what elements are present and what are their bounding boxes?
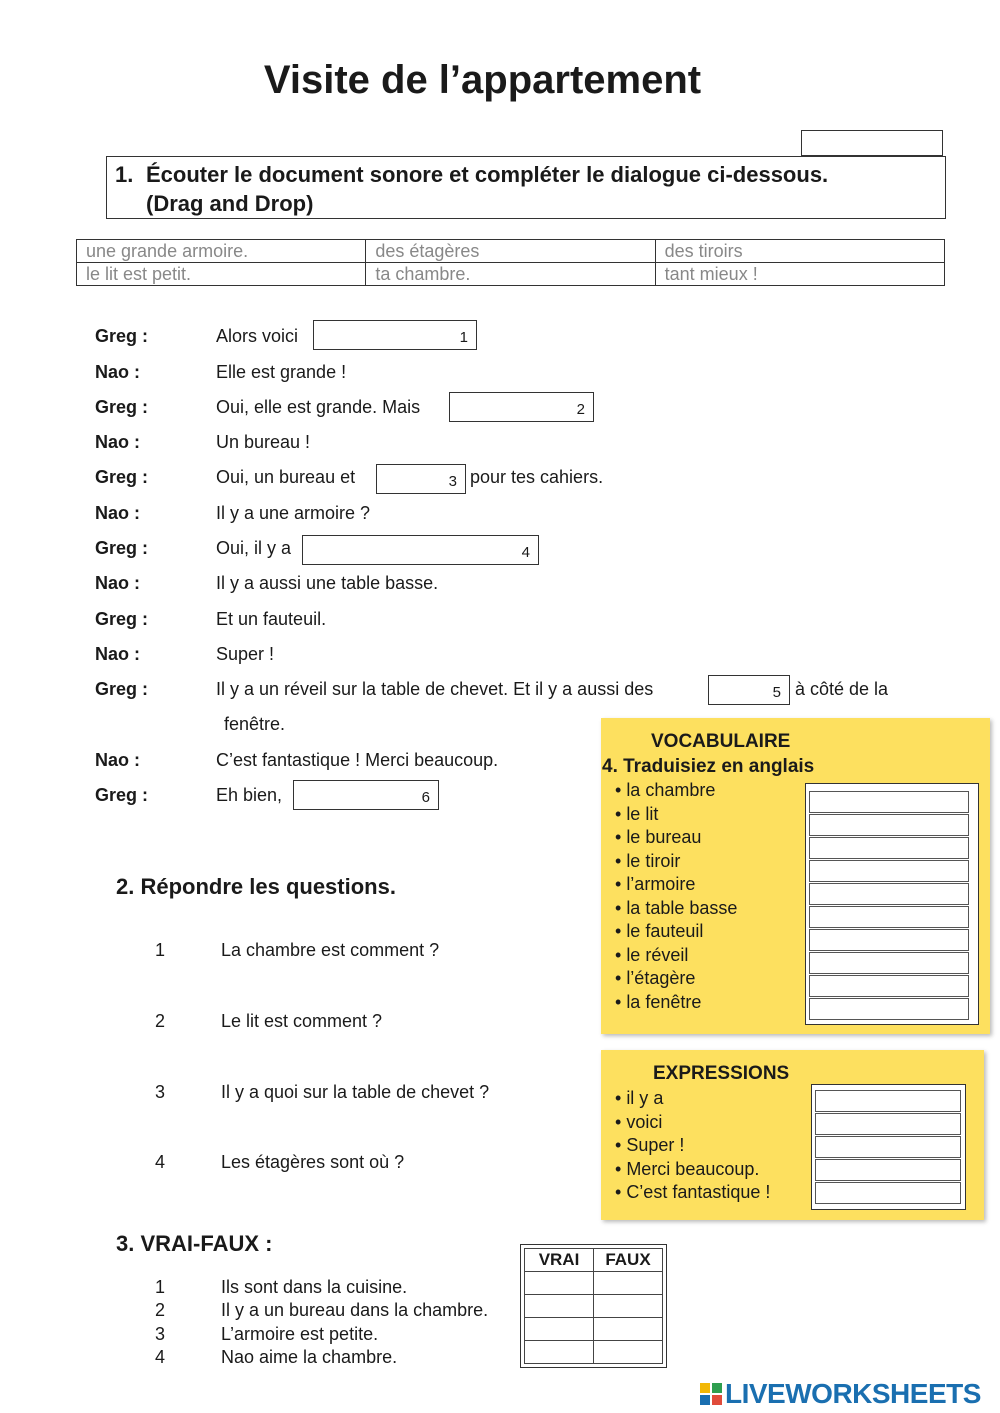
statement-number: 2 (155, 1300, 166, 1320)
faux-cell[interactable] (594, 1272, 663, 1295)
expression-item: • il y a (615, 1088, 664, 1108)
dialogue-line: Il y a une armoire ? (216, 503, 371, 523)
vocab-answer-input[interactable] (809, 952, 969, 974)
vocab-answer-input[interactable] (809, 791, 969, 813)
logo-text: LIVEWORKSHEETS (725, 1378, 981, 1409)
faux-cell[interactable] (594, 1295, 663, 1318)
expression-item: • Super ! (615, 1135, 685, 1155)
expressions-list (615, 1087, 770, 1205)
word-bank-item[interactable]: des étagères (366, 240, 655, 263)
vocab-answer-frame (805, 783, 979, 1025)
vocab-subheading: 4. Traduisiez en anglais (602, 756, 815, 777)
vocab-answer-input[interactable] (809, 929, 969, 951)
vrai-faux-table (524, 1248, 663, 1364)
vocab-item: • l’armoire (615, 874, 696, 894)
drop-zone-1[interactable]: 1 (313, 320, 477, 350)
liveworksheets-logo (700, 1378, 981, 1410)
dialogue-line: Elle est grande ! (216, 362, 347, 382)
statement-text: Il y a un bureau dans la chambre. (221, 1300, 489, 1320)
drop-zone-6[interactable]: 6 (293, 780, 439, 810)
speaker: Greg : (95, 785, 149, 805)
expression-item: • Merci beaucoup. (615, 1158, 760, 1179)
statement-number: 4 (155, 1347, 166, 1367)
speaker: Greg : (95, 609, 149, 629)
dialogue-line-end: pour tes cahiers. (470, 467, 604, 487)
speaker: Nao : (95, 750, 140, 770)
dialogue-line: fenêtre. (224, 714, 286, 734)
statement-text: Ils sont dans la cuisine. (221, 1277, 408, 1297)
dialogue-line-end: à côté de la (795, 679, 889, 699)
dialogue-line: Il y a aussi une table basse. (216, 573, 439, 593)
speaker: Nao : (95, 573, 140, 593)
dialogue-line: Super ! (216, 644, 275, 664)
dialogue-line: Oui, un bureau et (216, 467, 356, 487)
statement-text: Nao aime la chambre. (221, 1347, 398, 1367)
expressions-answer-frame (811, 1084, 966, 1210)
vocab-answer-input[interactable] (809, 975, 969, 997)
vocab-item: • l’étagère (615, 968, 696, 988)
word-bank (76, 239, 945, 286)
vrai-cell[interactable] (525, 1295, 594, 1318)
vocab-item: • le réveil (615, 944, 689, 965)
expression-item: • voici (615, 1111, 663, 1132)
section1-line1: Écouter le document sonore et compléter le dialogue ci-dessous. (146, 162, 829, 187)
section2-title: 2. Répondre les questions. (116, 874, 396, 899)
vocab-answer-input[interactable] (809, 906, 969, 928)
score-box (801, 130, 943, 156)
question-number: 1 (155, 940, 166, 960)
vocab-item: • le bureau (615, 827, 702, 847)
vocab-answer-input[interactable] (809, 998, 969, 1020)
dialogue-line: Un bureau ! (216, 432, 311, 452)
drop-zone-5[interactable]: 5 (708, 675, 790, 705)
drop-zone-4[interactable]: 4 (302, 535, 539, 565)
vocab-answer-input[interactable] (809, 860, 969, 882)
question-text: Les étagères sont où ? (221, 1152, 405, 1172)
question-number: 4 (155, 1152, 166, 1172)
expression-answer-input[interactable] (815, 1159, 961, 1181)
question-text: La chambre est comment ? (221, 940, 440, 960)
expression-answer-input[interactable] (815, 1136, 961, 1158)
drop-zone-2[interactable]: 2 (449, 392, 594, 422)
statement-text: L’armoire est petite. (221, 1324, 379, 1344)
expressions-heading: EXPRESSIONS (653, 1063, 790, 1084)
speaker: Greg : (95, 326, 149, 346)
liveworksheets-badge-icon (700, 1380, 722, 1402)
dialogue-line: Oui, elle est grande. Mais (216, 397, 421, 417)
statement-number: 3 (155, 1324, 166, 1344)
vocab-heading: VOCABULAIRE (651, 731, 791, 752)
section1-line2: (Drag and Drop) (146, 191, 314, 216)
question-number: 2 (155, 1011, 166, 1031)
word-bank-item[interactable]: le lit est petit. (77, 263, 366, 286)
vrai-cell[interactable] (525, 1272, 594, 1295)
drop-zone-3[interactable]: 3 (376, 464, 466, 494)
col-vrai-header: VRAI (525, 1249, 594, 1272)
vocabulary-panel (601, 718, 990, 1034)
expression-answer-input[interactable] (815, 1090, 961, 1112)
speaker: Greg : (95, 467, 149, 487)
word-bank-item[interactable]: des tiroirs (655, 240, 944, 263)
speaker: Greg : (95, 397, 149, 417)
dialogue-line: Il y a un réveil sur la table de chevet. Et il y a aussi des (216, 679, 654, 699)
vocab-item: • la fenêtre (615, 991, 702, 1012)
speaker: Nao : (95, 503, 140, 523)
vocab-answer-input[interactable] (809, 883, 969, 905)
page-title: Visite de l’appartement (263, 58, 702, 102)
word-bank-item[interactable]: ta chambre. (366, 263, 655, 286)
speaker: Greg : (95, 679, 149, 699)
speaker: Nao : (95, 644, 140, 664)
expressions-panel (601, 1050, 984, 1220)
vocab-item: • le lit (615, 803, 659, 824)
vocab-list (615, 779, 737, 1014)
dialogue-line: Alors voici (216, 326, 299, 346)
vocab-answer-input[interactable] (809, 837, 969, 859)
expression-item: • C’est fantastique ! (615, 1182, 771, 1202)
vocab-item: • la chambre (615, 780, 716, 800)
section1-number: 1. (115, 162, 134, 187)
word-bank-item[interactable]: tant mieux ! (655, 263, 944, 286)
vocab-item: • la table basse (615, 897, 738, 918)
question-number: 3 (155, 1082, 166, 1102)
speaker: Greg : (95, 538, 149, 558)
speaker: Nao : (95, 432, 140, 452)
vrai-cell[interactable] (525, 1318, 594, 1341)
word-bank-item[interactable]: une grande armoire. (77, 240, 366, 263)
speaker: Nao : (95, 362, 140, 382)
faux-cell[interactable] (594, 1341, 663, 1364)
section3-title: 3. VRAI-FAUX : (116, 1231, 273, 1256)
faux-cell[interactable] (594, 1318, 663, 1341)
dialogue-line: C’est fantastique ! Merci beaucoup. (216, 750, 499, 770)
section1-instruction (106, 156, 946, 219)
vocab-item: • le fauteuil (615, 921, 704, 941)
expression-answer-input[interactable] (815, 1113, 961, 1135)
vocab-item: • le tiroir (615, 850, 681, 871)
expression-answer-input[interactable] (815, 1182, 961, 1204)
dialogue-line: Oui, il y a (216, 538, 292, 558)
dialogue-line: Et un fauteuil. (216, 609, 327, 629)
vrai-cell[interactable] (525, 1341, 594, 1364)
vocab-answer-input[interactable] (809, 814, 969, 836)
statement-number: 1 (155, 1277, 166, 1297)
col-faux-header: FAUX (594, 1249, 663, 1272)
question-text: Le lit est comment ? (221, 1011, 383, 1031)
question-text: Il y a quoi sur la table de chevet ? (221, 1082, 490, 1102)
dialogue-line: Eh bien, (216, 785, 283, 805)
